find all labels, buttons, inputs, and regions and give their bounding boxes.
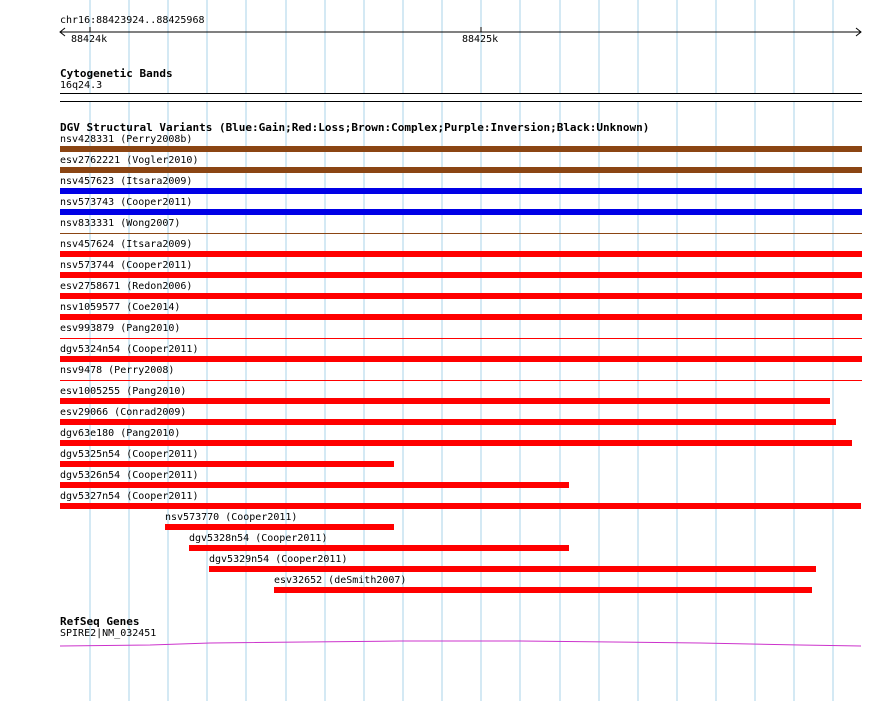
ruler-tick-label-88424k: 88424k bbox=[71, 34, 108, 45]
dgv-feature-label: esv993879 (Pang2010) bbox=[60, 323, 181, 334]
dgv-feature-bar[interactable] bbox=[60, 419, 836, 425]
dgv-feature-bar[interactable] bbox=[60, 440, 852, 446]
dgv-feature-bar[interactable] bbox=[189, 545, 569, 551]
dgv-feature-bar[interactable] bbox=[60, 293, 862, 299]
dgv-feature-label: dgv5326n54 (Cooper2011) bbox=[60, 470, 199, 481]
dgv-feature-label: dgv5327n54 (Cooper2011) bbox=[60, 491, 199, 502]
dgv-feature-label: nsv457623 (Itsara2009) bbox=[60, 176, 193, 187]
refseq-gene-line[interactable] bbox=[0, 635, 890, 655]
refseq-track-title: RefSeq Genes bbox=[60, 615, 140, 628]
dgv-feature-label: esv32652 (deSmith2007) bbox=[274, 575, 407, 586]
dgv-feature-label: dgv5325n54 (Cooper2011) bbox=[60, 449, 199, 460]
dgv-feature-bar[interactable] bbox=[60, 461, 394, 467]
dgv-feature-label: dgv63e180 (Pang2010) bbox=[60, 428, 181, 439]
dgv-feature-bar[interactable] bbox=[165, 524, 394, 530]
dgv-feature-label: nsv573770 (Cooper2011) bbox=[165, 512, 298, 523]
dgv-feature-bar[interactable] bbox=[60, 314, 862, 320]
dgv-feature-label: nsv9478 (Perry2008) bbox=[60, 365, 175, 376]
dgv-feature-bar[interactable] bbox=[60, 482, 569, 488]
dgv-feature-bar[interactable] bbox=[60, 167, 862, 173]
dgv-feature-label: dgv5329n54 (Cooper2011) bbox=[209, 554, 348, 565]
dgv-feature-bar[interactable] bbox=[60, 146, 862, 152]
dgv-feature-label: nsv1059577 (Coe2014) bbox=[60, 302, 181, 313]
dgv-feature-bar[interactable] bbox=[60, 251, 862, 257]
refseq-gene-label: SPIRE2|NM_032451 bbox=[60, 628, 157, 639]
dgv-track-title: DGV Structural Variants (Blue:Gain;Red:Loss;Brown:Complex;Purple:Inversion;Black:Unknown) bbox=[60, 121, 650, 134]
dgv-feature-bar[interactable] bbox=[60, 380, 862, 381]
dgv-feature-bar[interactable] bbox=[274, 587, 812, 593]
dgv-feature-bar[interactable] bbox=[60, 272, 862, 278]
dgv-feature-label: dgv5324n54 (Cooper2011) bbox=[60, 344, 199, 355]
dgv-feature-label: dgv5328n54 (Cooper2011) bbox=[189, 533, 328, 544]
dgv-feature-label: nsv428331 (Perry2008b) bbox=[60, 134, 193, 145]
cytoband-label: 16q24.3 bbox=[60, 80, 103, 91]
dgv-feature-label: nsv573744 (Cooper2011) bbox=[60, 260, 193, 271]
dgv-feature-bar[interactable] bbox=[60, 398, 830, 404]
dgv-feature-bar[interactable] bbox=[209, 566, 816, 572]
dgv-feature-label: nsv457624 (Itsara2009) bbox=[60, 239, 193, 250]
dgv-feature-bar[interactable] bbox=[60, 233, 862, 234]
cytoband-track-title: Cytogenetic Bands bbox=[60, 67, 173, 80]
dgv-feature-bar[interactable] bbox=[60, 209, 862, 215]
dgv-feature-bar[interactable] bbox=[60, 188, 862, 194]
ruler-position: chr16:88423924..88425968 bbox=[60, 15, 205, 26]
ruler-tick-label-88425k: 88425k bbox=[462, 34, 499, 45]
cytoband-bar[interactable] bbox=[60, 93, 862, 102]
dgv-feature-label: esv2762221 (Vogler2010) bbox=[60, 155, 199, 166]
dgv-feature-label: esv1005255 (Pang2010) bbox=[60, 386, 187, 397]
dgv-feature-bar[interactable] bbox=[60, 503, 861, 509]
dgv-feature-label: nsv573743 (Cooper2011) bbox=[60, 197, 193, 208]
ruler-axis bbox=[0, 24, 890, 64]
dgv-feature-bar[interactable] bbox=[60, 338, 862, 339]
dgv-feature-label: esv2758671 (Redon2006) bbox=[60, 281, 193, 292]
dgv-feature-label: nsv833331 (Wong2007) bbox=[60, 218, 181, 229]
dgv-feature-label: esv29066 (Conrad2009) bbox=[60, 407, 187, 418]
dgv-feature-bar[interactable] bbox=[60, 356, 862, 362]
